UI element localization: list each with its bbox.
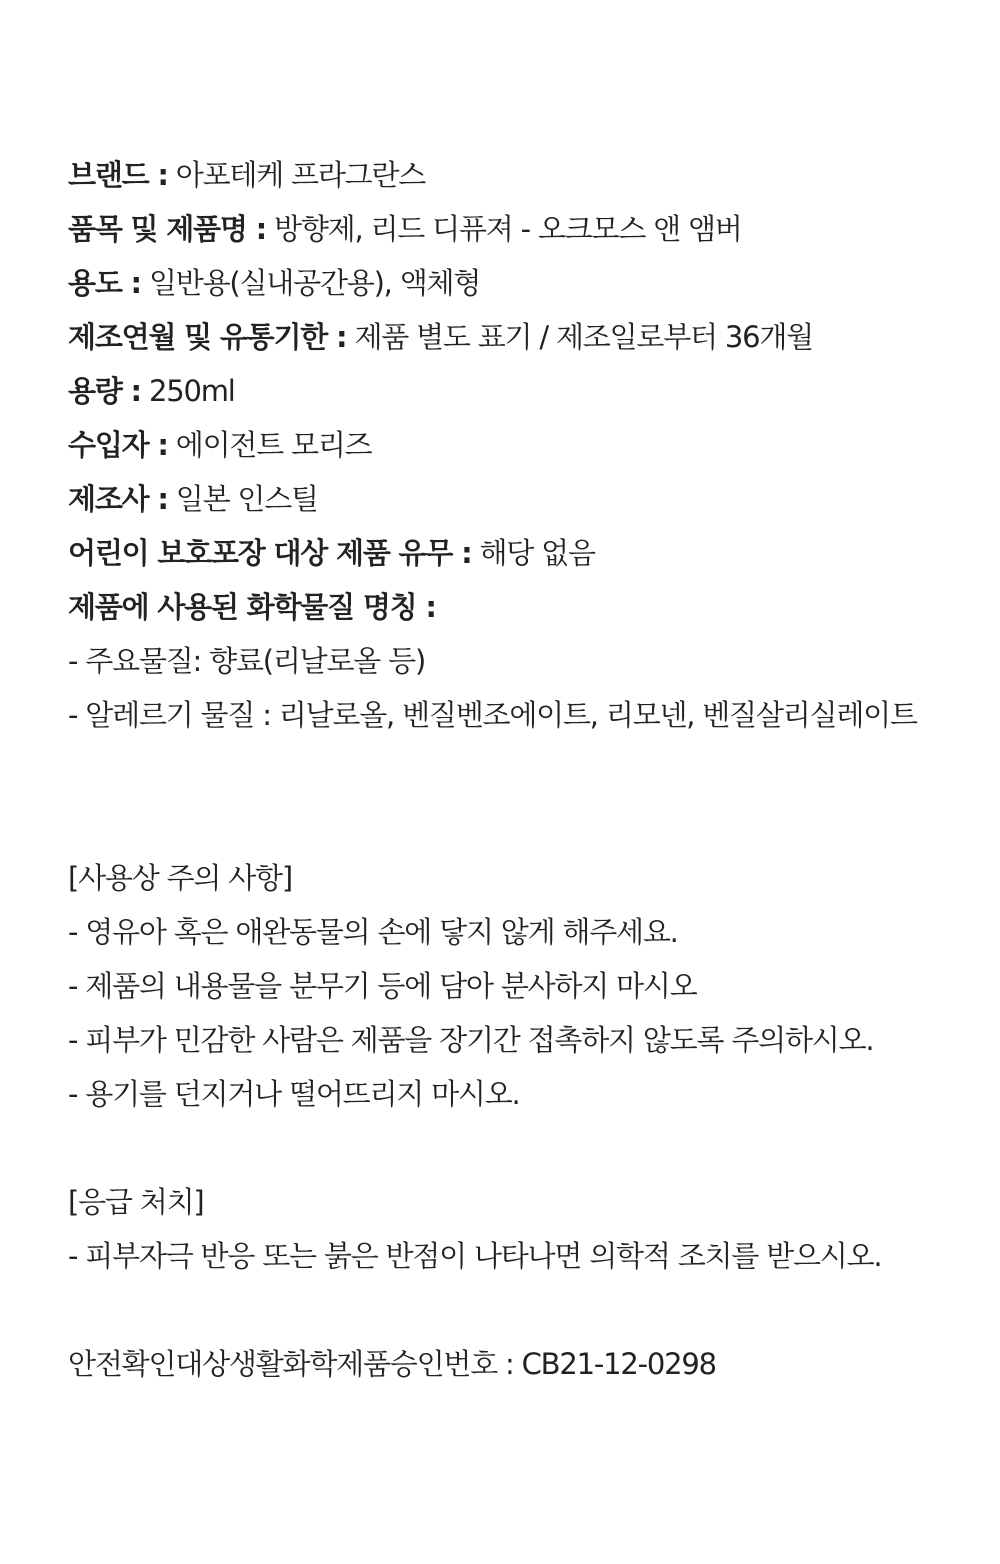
info-label: 어린이 보호포장 대상 제품 유무 : bbox=[68, 536, 472, 570]
info-label: 제조연월 및 유통기한 : bbox=[68, 320, 347, 354]
info-usage bbox=[68, 263, 480, 303]
info-label: 용량 : bbox=[68, 374, 141, 408]
info-label: 제품에 사용된 화학물질 명칭 : bbox=[68, 590, 436, 624]
info-expiry bbox=[68, 317, 813, 357]
info-label: 수입자 : bbox=[68, 428, 168, 462]
info-value: 일본 인스틸 bbox=[167, 482, 318, 516]
caution-item: - 제품의 내용물을 분무기 등에 담아 분사하지 마시오 bbox=[68, 969, 697, 1003]
info-label: 품목 및 제품명 : bbox=[68, 212, 266, 246]
caution-heading: [사용상 주의 사항] bbox=[68, 861, 292, 895]
info-importer bbox=[68, 425, 372, 465]
caution-item: - 영유아 혹은 애완동물의 손에 닿지 않게 해주세요. bbox=[68, 915, 678, 949]
info-value: 250ml bbox=[140, 374, 235, 408]
info-label: 용도 : bbox=[68, 266, 141, 300]
info-brand bbox=[68, 155, 425, 195]
info-value: 에이전트 모리즈 bbox=[167, 428, 372, 462]
caution-item: - 피부가 민감한 사람은 제품을 장기간 접촉하지 않도록 주의하시오. bbox=[68, 1023, 874, 1057]
info-product-name bbox=[68, 209, 742, 249]
info-value: 방향제, 리드 디퓨져 - 오크모스 앤 앰버 bbox=[265, 212, 742, 246]
info-value: 아포테케 프라그란스 bbox=[167, 158, 426, 192]
info-chemicals bbox=[68, 587, 436, 627]
info-value: 일반용(실내공간용), 액체형 bbox=[140, 266, 481, 300]
info-volume bbox=[68, 371, 235, 411]
info-child-packaging bbox=[68, 533, 595, 573]
first-aid-heading: [응급 처치] bbox=[68, 1185, 204, 1219]
info-value: 제품 별도 표기 / 제조일로부터 36개월 bbox=[346, 320, 813, 354]
chemical-item: - 주요물질: 향료(리날로올 등) bbox=[68, 644, 426, 678]
info-label: 브랜드 : bbox=[68, 158, 168, 192]
approval-number: 안전확인대상생활화학제품승인번호 : CB21-12-0298 bbox=[68, 1347, 716, 1381]
first-aid-item: - 피부자극 반응 또는 붉은 반점이 나타나면 의학적 조치를 받으시오. bbox=[68, 1239, 882, 1273]
chemical-item: - 알레르기 물질 : 리날로올, 벤질벤조에이트, 리모넨, 벤질살리실레이트 bbox=[68, 698, 917, 732]
info-value: 해당 없음 bbox=[471, 536, 595, 570]
info-manufacturer bbox=[68, 479, 318, 519]
info-label: 제조사 : bbox=[68, 482, 168, 516]
caution-item: - 용기를 던지거나 떨어뜨리지 마시오. bbox=[68, 1077, 520, 1111]
